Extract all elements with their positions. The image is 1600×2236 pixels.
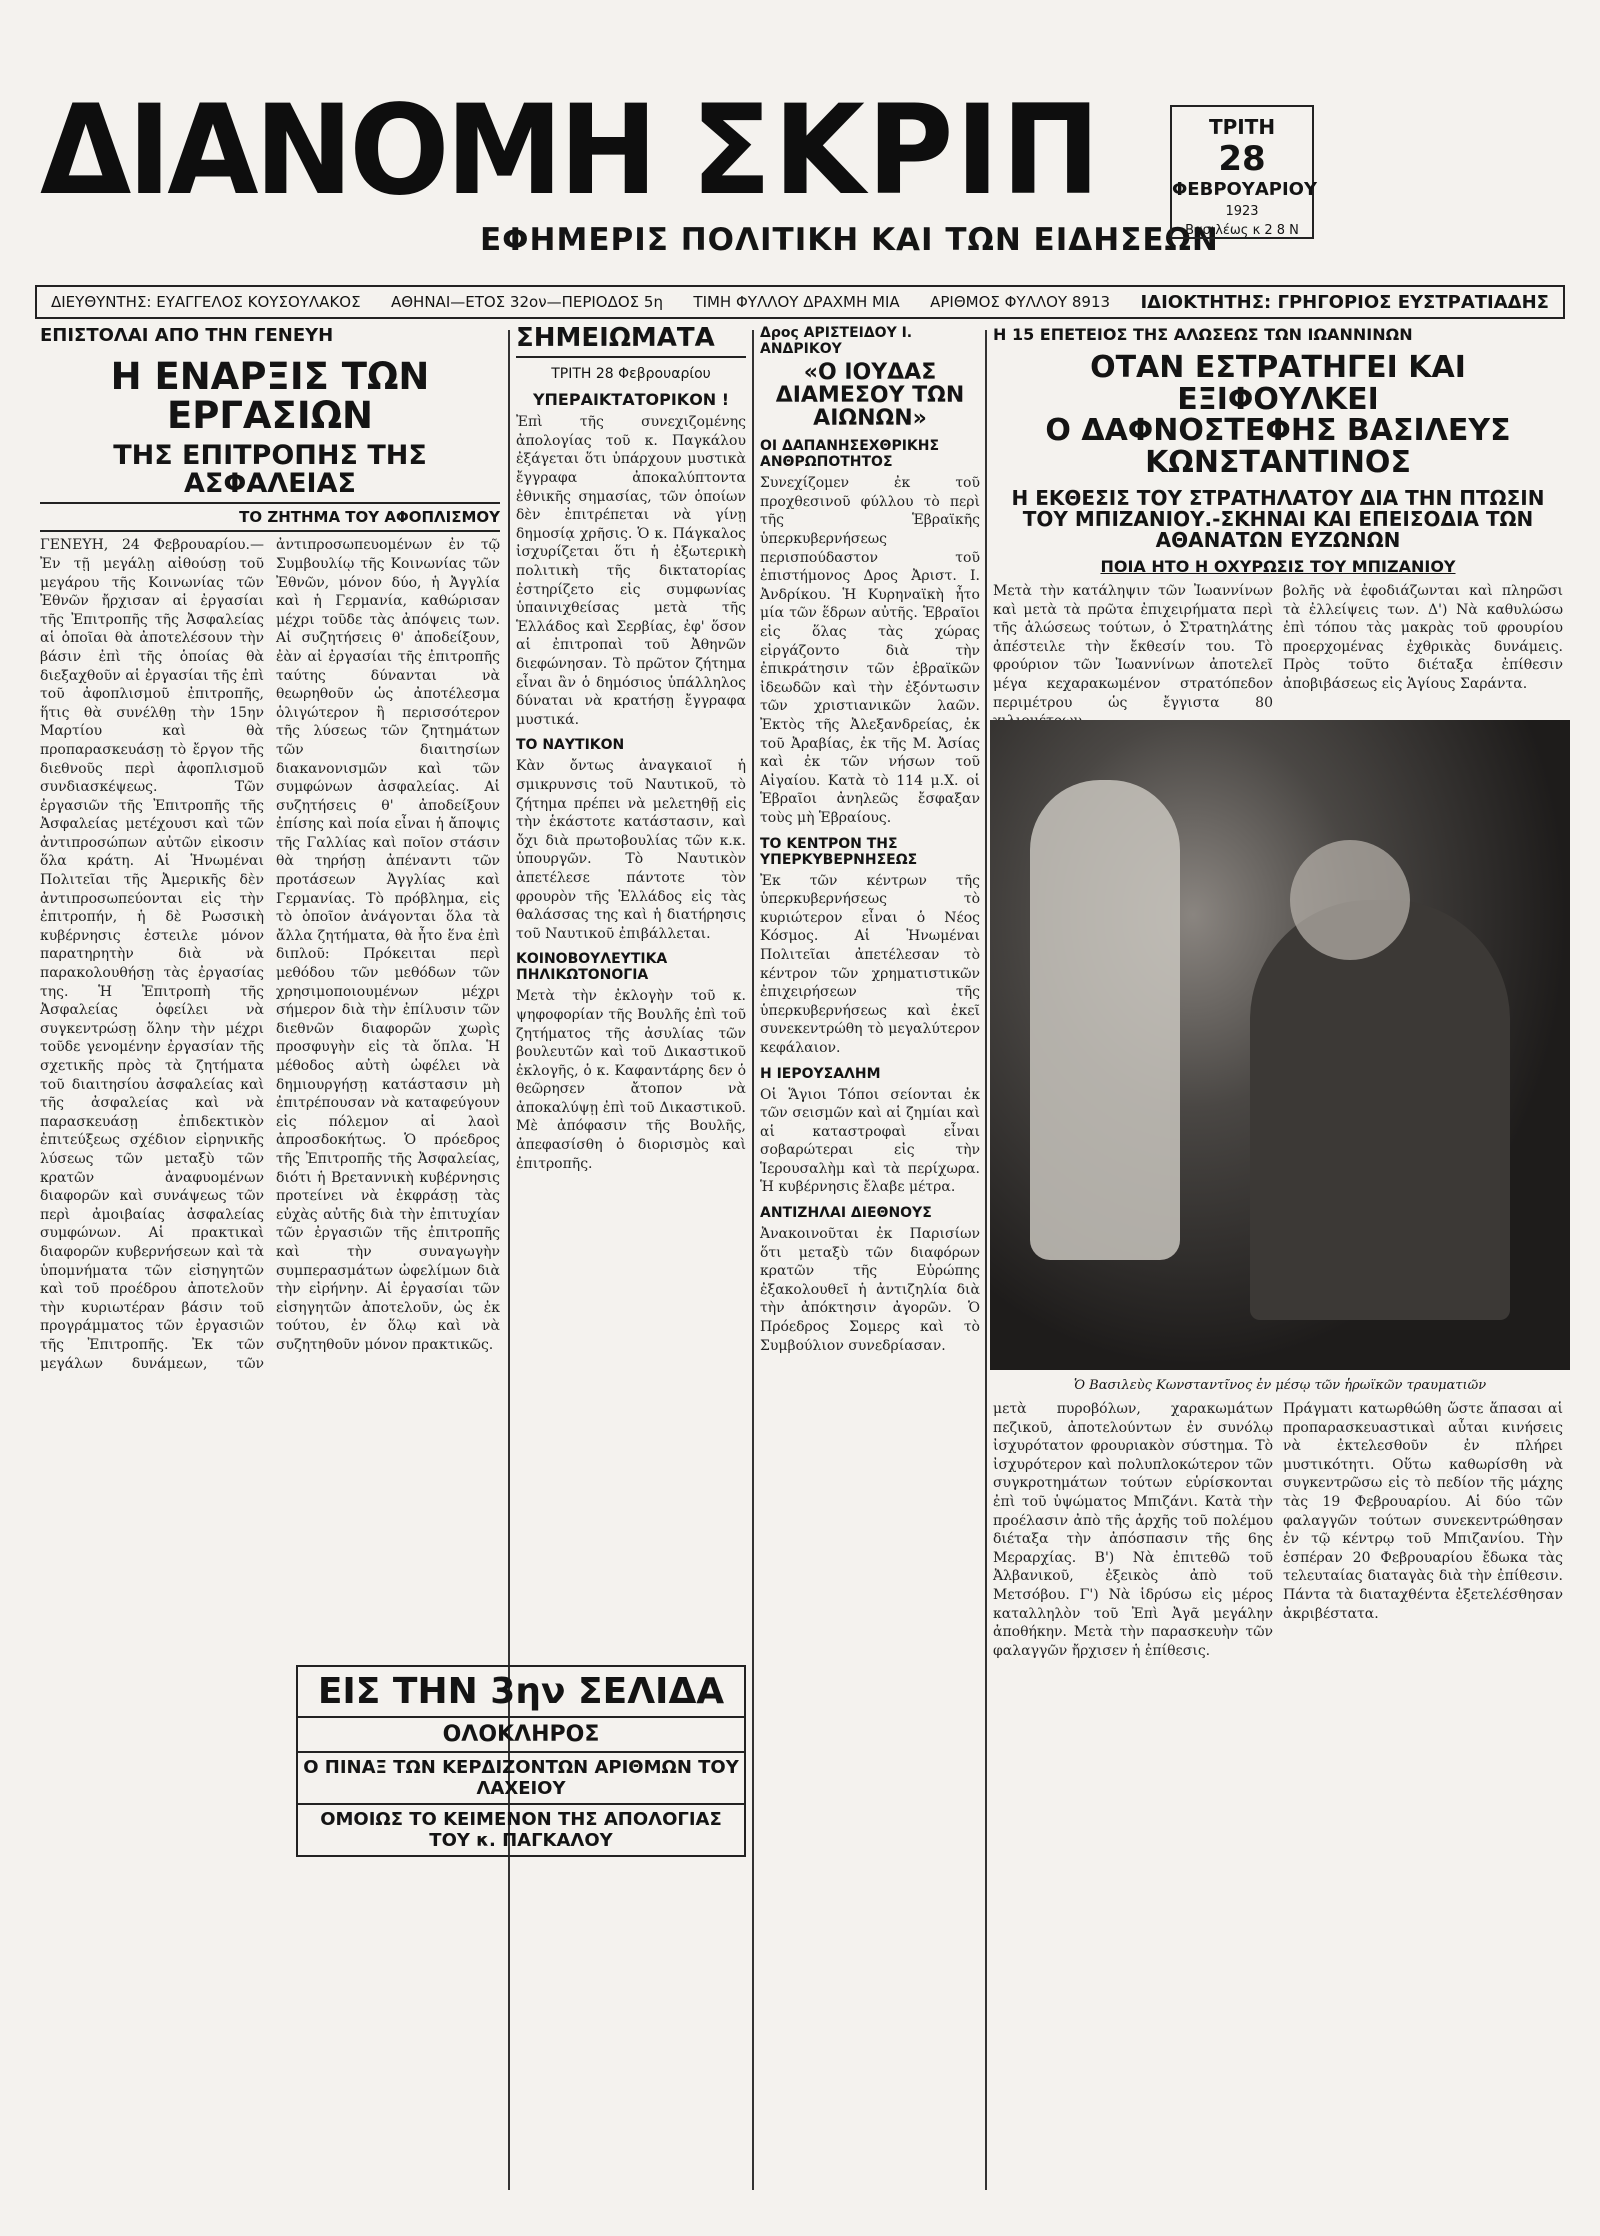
price-label: ΤΙΜΗ ΦΥΛΛΟΥ ΔΡΑΧΜΗ ΜΙΑ (693, 293, 900, 311)
date-year: 1923 (1225, 204, 1259, 219)
abroad-title: ΑΝΤΙΖΗΛΑΙ ΔΙΕΘΝΟΥΣ (760, 1205, 932, 1222)
page3-box-sub3: ΟΜΟΙΩΣ ΤΟ ΚΕΙΜΕΝΟΝ ΤΗΣ ΑΠΟΛΟΓΙΑΣ ΤΟΥ κ. ΠΑΓΚΑΛΟΥ (296, 1805, 746, 1857)
date-box (1170, 105, 1318, 239)
article-section: ΤΟ ΖΗΤΗΜΑ ΤΟΥ ΑΦΟΠΛΙΣΜΟΥ (239, 508, 500, 527)
page3-box (296, 1665, 746, 1857)
issue-number-label: ΑΡΙΘΜΟΣ ΦΥΛΛΟΥ 8913 (930, 293, 1111, 311)
constantine-section: ΠΟΙΑ ΗΤΟ Η ΟΧΥΡΩΣΙΣ ΤΟΥ ΜΠΙΖΑΝΙΟΥ (1100, 557, 1456, 576)
article-kicker: ΕΠΙΣΤΟΛΑΙ ΑΠΟ ΤΗΝ ΓΕΝΕΥΗ (40, 325, 334, 346)
article-subheadline: ΤΗΣ ΕΠΙΤΡΟΠΗΣ ΤΗΣ ΑΣΦΑΛΕΙΑΣ (113, 439, 427, 500)
masthead-title-left: ΔΙΑΝΟΜΗ (40, 77, 654, 223)
article-body: ΓΕΝΕΥΗ, 24 Φεβρουαρίου.—Ἐν τῇ μεγάλῃ αἰθούσῃ τοῦ μεγάρου τῆς Κοινωνίας τῶν Ἐθνῶν ἤρχισαν αἱ ἐργασίαι τῆς Ἐπιτροπῆς τῆς Ἀσφαλείας αἱ ὁποῖαι θὰ ἀποτελέσουν τὴν βάσιν ἐπὶ τῆς ὁποίας θὰ διεξαχθοῦν αἱ ἐργασίαι τῆς ἐπὶ τοῦ ἀφοπλισμοῦ ἐπιτροπῆς, ἥτις θὰ συνέλθῃ τὴν 15ην Μαρτίου καὶ θὰ προπαρασκευάσῃ τὸ ἔργον τῆς διεθνοῦς περὶ ἀφοπλισμοῦ συνδιασκέψεως. Τῶν ἐργασιῶν τῆς Ἐπιτροπῆς τῆς Ἀσφαλείας μετέχουσι καὶ τῶν ἀντιπροσώπων αὐτῶν εἰκοσιν ὅλα κράτη. Αἱ Ἡνωμέναι Πολιτεῖαι τῆς Ἀμερικῆς δὲν ἀντιπροσωπεύονται εἰς τὴν ἐπιτροπήν, ἡ δὲ Ρωσσικὴ κυβέρνησις ἐστειλε μόνον παρατηρητὴν διὰ νὰ παρακολουθήσῃ τὰς ἐργασίας της. Ἡ Ἐπιτροπὴ τῆς Ἀσφαλείας ὀφείλει νὰ συγκεντρώσῃ ὅλην τὴν μέχρι τοῦδε γενομένην ἐργασίαν τῆς σχετικῆς πρὸς τὰ ζητήματα τοῦ διαιτησίου ἀσφαλείας καὶ τῆς ἀσφαλείας καὶ νὰ παρασκευάσῃ ἐπιδεκτικὸν ἐπιτεύξεως σχέδιον εἰρηνικῆς λύσεως τῶν μεταξὺ τῶν κρατῶν ἀναφυομένων διαφορῶν καὶ συνάψεως τῶν περὶ ἀμοιβαίας ἀσφαλείας συμφώνων. Αἱ πρακτικαὶ διαφορῶν κυβερνήσεων καὶ τὰ ὑπομνήματα τῶν εἰσηγητῶν καὶ τοῦ προέδρου ἀποτελοῦν τὴν κυριωτέραν βάσιν τοῦ προγράμματος τῶν ἐργασιῶν τῆς Ἐπιτροπῆς. Ἐκ τῶν μεγάλων δυνάμεων, τῶν ἀντιπροσωπευομένων ἐν τῷ Συμβουλίῳ τῆς Κοινωνίας τῶν Ἐθνῶν, μόνον δύο, ἡ Ἀγγλία καὶ ἡ Γερμανία, καθώρισαν μέχρι τοῦδε τὰς ἀπόψεις των. Αἱ συζητήσεις θ' ἀποδείξουν, ἐὰν αἱ ἐργασίαι τῆς ἐπιτροπῆς ταύτης δύνανται νὰ θεωρηθοῦν ὡς ἀποτέλεσμα ὁλιγώτερον ἢ περισσότερον τῆς λύσεως τῶν ζητημάτων τῶν διαιτησίων διακανονισμῶν καὶ τῶν συμφώνων ἀσφαλείας. Αἱ συζητήσεις θ' ἀποδείξουν ἐπίσης καὶ ποία εἶναι ἡ ἄποψις τῆς Γαλλίας καὶ ποῖον στάσιν θὰ τηρήσῃ ἀπέναντι τῶν προτάσεων Ἀγγλίας καὶ Γερμανίας. Τὸ πρόβλημα, εἰς τὸ ὁποῖον ἀνάγονται ὅλα τὰ ἄλλα ζητήματα, θὰ ἦτο ἕνα ἐπὶ διπλοῦ: Πρόκειται περὶ μεθόδου τῶν μεθόδων τῶν χρησιμοποιουμένων μέχρι σήμερον διὰ τὴν ἐπίλυσιν τῶν διεθνῶν διαφορῶν χωρὶς προσφυγὴν εἰς τὰ ὅπλα. Ἡ μέθοδος αὐτὴ ὠφέλει νὰ δημιουργήσῃ κατάστασιν μὴ ἐπιτρέπουσαν νὰ καταφεύγουν εἰς πόλεμον αἱ λαοὶ ἀπροσδοκήτως. Ὁ πρόεδρος τῆς Ἐπιτροπῆς τῆς Ἀσφαλείας, διότι ἡ Βρεταννικὴ κυβέρνησις προτείνει νὰ ἐκφράσῃ τὰς εὐχὰς αὐτῆς διὰ τὴν ἐπιτυχίαν τῶν ἐργασιῶν τῆς ἐπιτροπῆς καὶ τὴν συναγωγὴν συμπερασμάτων ὠφελίμων διὰ τὴν εἰρήνην. Αἱ ἐργασίαι τῶν εἰσηγητῶν ἀποτελοῦν, ὡς ἐκ τούτου, ἐν ὅλῳ καὶ νὰ συζητηθοῦν μόνον πρακτικῶς. (40, 537, 500, 1372)
masthead-title-right: ΣΚΡΙΠ (690, 77, 1103, 223)
photo-figure (1250, 900, 1510, 1320)
parliament-body: Μετὰ τὴν ἐκλογὴν τοῦ κ. ψηφοφορίαν τῆς Βουλῆς ἐπὶ τοῦ ζητήματος τῆς ἀσυλίας τῶν βουλευτῶν καὶ τοῦ Δικαστικοῦ ἐκλογῆς, ὁ κ. Καφαντάρης δεν ὁ θεῶρησεν ἄτοπον νὰ ἀποκαλύψῃ ἐπὶ τοῦ Δικαστικοῦ. Μὲ ἀπόφασιν τῆς Βουλῆς, ἀπεφασίσθη ὁ διορισμὸς καὶ ἐπιτροπῆς. (516, 988, 746, 1172)
naval-body: Κὰν ὄντως ἀναγκαιοῖ ἡ σμικρυνσις τοῦ Ναυτικοῦ, τὸ ζήτημα πρέπει νὰ μελετηθῇ εἰς τὴν ἑκάστοτε κατάστασιν, καὶ ὄχι διὰ πρωτοβουλίας τῶν κ.κ. ὑπουργῶν. Τὸ Ναυτικὸν ἀπετέλεσε πάντοτε τὸν φρουρὸν τῆς Ἑλλάδος εἰς τὰς θαλάσσας της καὶ ἡ διατήρησις τοῦ Ναυτικοῦ ἐπιβάλλεται. (516, 758, 746, 942)
article-headline: Η ΕΝΑΡΞΙΣ ΤΩΝ ΕΡΓΑΣΙΩΝ (110, 355, 430, 437)
constantine-intro-left: Μετὰ τὴν κατάληψιν τῶν Ἰωαννίνων καὶ μετὰ τὰ πρῶτα ἐπιχειρήματα περὶ τῆς ἁλώσεως τούτων, ὁ Στρατηλάτης ἀπέστειλε τὴν ἔκθεσίν του. Τὸ φρούριον τῶν Ἰωαννίνων ἀποτελεῖ μέγα κεχαρακωμένον στρατόπεδον περιμέτρου ὡς ἔγγιστα 80 (993, 583, 1273, 711)
notes-body: Ἐπὶ τῆς συνεχιζομένης ἀπολογίας τοῦ κ. Παγκάλου ἐξάγεται ὅτι ὑπάρχουν μυστικὰ ἔγγραφα ἀποκαλύπτοντα ἐθνικῆς σημασίας, τῶν ὁποίων δὲν ἐπιτρέπεται νὰ γίνῃ δημοσίᾳ χρῆσις. Ὁ κ. Πάγκαλος ἰσχυρίζεται ὅτι ἡ ἐξωτερικὴ πολιτικὴ τῆς δικτατορίας ἐστηρίζετο εἰς συμφωνίας ὑπαινιχθείσας μετὰ τῆς Ἑλλάδος καὶ Σερβίας, ἐφ' ὅσον αἱ ἐπιτροπαὶ τοῦ Ἀθηνῶν διεφώνησαν. Τὸ πρῶτον ζήτημα εἶναι ἂν ὁ δημόσιος ὑπάλληλος δύναται νὰ κρατήσῃ ἔγγραφα μυστικά. (516, 414, 746, 728)
column-divider (508, 330, 510, 2190)
usa-body: Ἐκ τῶν κέντρων τῆς ὑπερκυβερνήσεως τὸ κυριώτερον εἶναι ὁ Νέος Κόσμος. Αἱ Ἡνωμέναι Πολιτεῖαι ἀπετέλεσαν τὸ κέντρον τῶν χρηματιστικῶν ἐπιχειρήσεων τῆς ὑπερκυβερνήσεως καὶ ἐκεῖ συνεκεντρώθη τὸ μεγαλύτερον κεφάλαιον. (760, 872, 980, 1056)
page3-box-sub2: Ο ΠΙΝΑΞ ΤΩΝ ΚΕΡΔΙΖΟΝΤΩΝ ΑΡΙΘΜΩΝ ΤΟΥ ΛΑΧΕΙΟΥ (296, 1753, 746, 1805)
constantine-headline1: ΟΤΑΝ ΕΣΤΡΑΤΗΓΕΙ ΚΑΙ ΕΞΙΦΟΥΛΚΕΙ (1090, 350, 1466, 417)
constantine-body-left: μετὰ πυροβόλων, χαρακωμάτων πεζικοῦ, ἀποτελούντων ἐν συνόλῳ ἰσχυρότατον φρουριακὸν σύστημα. Τὸ ἰσχυρότερον καὶ πολυπλοκώτερον τῶν συγκροτημάτων τούτων εὑρίσκονται ἐπὶ τοῦ ὑψώματος Μπιζάνι. Κατὰ τὴν προέλασιν ἀπὸ τῆς ἀρχῆς τοῦ πολέμου διέταξα τὴν ἀπόσπασιν τῆς 6ης Μεραρχίας. Β') Νὰ ἐπιτεθῶ τοῦ Ἀλβανικοῦ, ἐξεικὸς ἀπὸ τοῦ Μετσόβου. Γ') Νὰ ἱδρύσω εἰς μέρος καταλληλὸν τοῦ Ἐπὶ Ἀγᾶ μεγάλην ἀποθήκην. Μετὰ τὴν παρασκευὴν τῶν φαλαγγῶν ἤρχισεν ἡ ἐπίθεσις. (993, 1401, 1273, 1659)
constantine-headline2: Ο ΔΑΦΝΟΣΤΕΦΗΣ ΒΑΣΙΛΕΥΣ ΚΩΝΣΤΑΝΤΙΝΟΣ (1045, 413, 1511, 480)
place-year-label: ΑΘΗΝΑΙ—ΕΤΟΣ 32ον—ΠΕΡΙΟΔΟΣ 5η (390, 293, 663, 311)
owner-label: ΙΔΙΟΚΤΗΤΗΣ: ΓΡΗΓΟΡΙΟΣ ΕΥΣΤΡΑΤΙΑΔΗΣ (1140, 291, 1549, 313)
masthead (40, 77, 1560, 280)
jerusalem-body: Οἱ Ἅγιοι Τόποι σείονται ἐκ τῶν σεισμῶν καὶ αἱ ζημίαι καὶ αἱ καταστροφαὶ εἶναι σοβαρώτεραι εἰς τὴν Ἱερουσαλὴμ καὶ τὰ περίχωρα. Ἡ κυβέρνησις ἔλαβε μέτρα. (760, 1086, 980, 1196)
page3-box-title: ΕΙΣ ΤΗΝ 3ην ΣΕΛΙΔΑ (296, 1665, 746, 1718)
photo-caption: Ὁ Βασιλεὺς Κωνσταντῖνος ἐν μέσῳ τῶν ἡρωϊκῶν τραυματιῶν (1073, 1378, 1487, 1393)
jerusalem-title: Η ΙΕΡΟΥΣΑΛΗΜ (760, 1065, 881, 1082)
director-label: ΔΙΕΥΘΥΝΤΗΣ: ΕΥΑΓΓΕΛΟΣ ΚΟΥΣΟΥΛΑΚΟΣ (51, 293, 361, 311)
judas-headline: «Ο ΙΟΥΔΑΣ ΔΙΑΜΕΣΟΥ ΤΩΝ ΑΙΩΝΩΝ» (775, 360, 965, 432)
notes-title: ΥΠΕΡΑΙΚΤΑΤΟΡΙΚΟΝ ! (532, 390, 730, 410)
naval-title: ΤΟ ΝΑΥΤΙΚΟΝ (516, 737, 625, 754)
photo-figure (1290, 840, 1410, 960)
page3-box-sub1: ΟΛΟΚΛΗΡΟΣ (296, 1718, 746, 1753)
abroad-body: Ἀνακοινοῦται ἐκ Παρισίων ὅτι μεταξὺ τῶν διαφόρων κρατῶν τῆς Εὐρώπης ἐξακολουθεῖ ἡ ἀντιζηλία διὰ τὴν ἀπόκτησιν ἀγορῶν. Ὁ Πρόεδρος Σομερς καὶ τὸ Συμβούλιον συνεδρίασαν. (760, 1226, 980, 1354)
constantine-subhead: Η ΕΚΘΕΣΙΣ ΤΟΥ ΣΤΡΑΤΗΛΑΤΟΥ ΔΙΑ ΤΗΝ ΠΤΩΣΙΝ ΤΟΥ ΜΠΙΖΑΝΙΟΥ.-ΣΚΗΝΑΙ ΚΑΙ ΕΠΕΙΣΟΔΙΑ ΤΩΝ ΑΘΑΝΑΤΩΝ ΕΥΖΩΝΩΝ (1011, 486, 1545, 552)
judas-sub: ΟΙ ΔΑΠΑΝΗΣΕΧΘΡΙΚΗΣ ΑΝΘΡΩΠΟΤΗΤΟΣ (760, 438, 940, 471)
constantine-kicker: Η 15 ΕΠΕΤΕΙΟΣ ΤΗΣ ΑΛΩΣΕΩΣ ΤΩΝ ΙΩΑΝΝΙΝΩΝ (993, 325, 1413, 344)
parliament-title: ΚΟΙΝΟΒΟΥΛΕΥΤΙΚΑ ΠΗΛΙΚΩΤΟΝΟΓΙΑ (516, 951, 668, 984)
constantine-body-right: Πράγματι κατωρθώθη ὥστε ἅπασαι αἱ προπαρασκευαστικαὶ αὗται κινήσεις νὰ ἐκτελεσθοῦν ἐν πλήρει μυστικότητι. Οὕτω καθωρίσθη νὰ συγκεντρῶσω εἰς τὸ πεδίον τῆς μάχης τὰς 19 Φεβρουαρίου. Αἱ δύο τῶν φαλαγγῶν τούτων συνεκεντρώθησαν ἐν τῷ κέντρῳ τοῦ Μπιζανίου. Τὴν ἑσπέραν 20 Φεβρουαρίου ἔδωκα τὰς τελευταίας διαταγὰς διὰ τὴν ἐπίθεσιν. Πάντα τὰ διαταχθέντα ἐξετελέσθησαν ἀκριβέστατα. (1283, 1401, 1563, 1622)
article-geneva (40, 325, 500, 2195)
article-judas (760, 325, 980, 2195)
date-month: ΦΕΒΡΟΥΑΡΙΟΥ (1172, 179, 1318, 200)
masthead-title (40, 77, 1103, 223)
date-day: ΤΡΙΤΗ (1208, 115, 1276, 139)
date-footer: Βασιλέως κ 2 8 Ν (1185, 223, 1299, 238)
judas-byline: Δρος ΑΡΙΣΤΕΙΔΟΥ Ι. ΑΝΔΡΙΚΟΥ (760, 325, 913, 357)
column-divider (985, 330, 987, 2190)
king-photo (990, 720, 1570, 1370)
info-bar (35, 285, 1565, 319)
date-number: 28 (1218, 139, 1266, 179)
constantine-intro-right: βολῆς νὰ ἐφοδιάζωνται καὶ πληρῶσι τὰ ἐλλείψεις των. Δ') Νὰ καθυλώσω ἐπὶ τόπου τὰς μακρὰς τοῦ φρουρίου προερχομένας ἐχθρικὰς δυνάμεις. Πρὸς τοῦτο διέταξα ἐπίθεσιν ἀποβιβάσεως εἰς Ἁγίους Σαράντα. (1283, 583, 1563, 692)
column-divider (752, 330, 754, 2190)
notes-dateline: ΤΡΙΤΗ 28 Φεβρουαρίου (551, 366, 711, 383)
judas-body: Συνεχίζομεν ἐκ τοῦ προχθεσινοῦ φύλλου τὸ περὶ τῆς Ἑβραϊκῆς ὑπερκυβερνήσεως περισπούδαστον τοῦ ἐπιστήμονος Δρος Ἀριστ. Ι. Ἀνδρίκου. Ἡ Κυρηναϊκὴ ἦτο μία τῶν ἕδρων αὐτῆς. Ἑβραῖοι εἰς ὅλας τὰς χώρας εἰργάζοντο διὰ τὴν ἐπικράτησιν τῶν ἑβραϊκῶν ἰδεωδῶν καὶ τὴν ἐξόντωσιν τῶν χριστιανικῶν λαῶν. Ἐκτὸς τῆς Ἀλεξανδρείας, ἐκ τοῦ Ἀραβίας, ἐκ τῆς Μ. Ἀσίας καὶ ἐκ τῶν νήσων τοῦ Αἰγαίου. Κατὰ τὸ 114 μ.Χ. οἱ Ἑβραῖοι ἀνηλεῶς ἔσφαξαν τοὺς μὴ Ἑβραίους. (760, 475, 980, 826)
masthead-subtitle: ΕΦΗΜΕΡΙΣ ΠΟΛΙΤΙΚΗ ΚΑΙ ΤΩΝ ΕΙΔΗΣΕΩΝ (480, 222, 1219, 258)
notes-head: ΣΗΜΕΙΩΜΑΤΑ (516, 323, 715, 353)
photo-figure (1030, 780, 1180, 1260)
usa-title: ΤΟ ΚΕΝΤΡΟΝ ΤΗΣ ΥΠΕΡΚΥΒΕΡΝΗΣΕΩΣ (760, 835, 918, 868)
